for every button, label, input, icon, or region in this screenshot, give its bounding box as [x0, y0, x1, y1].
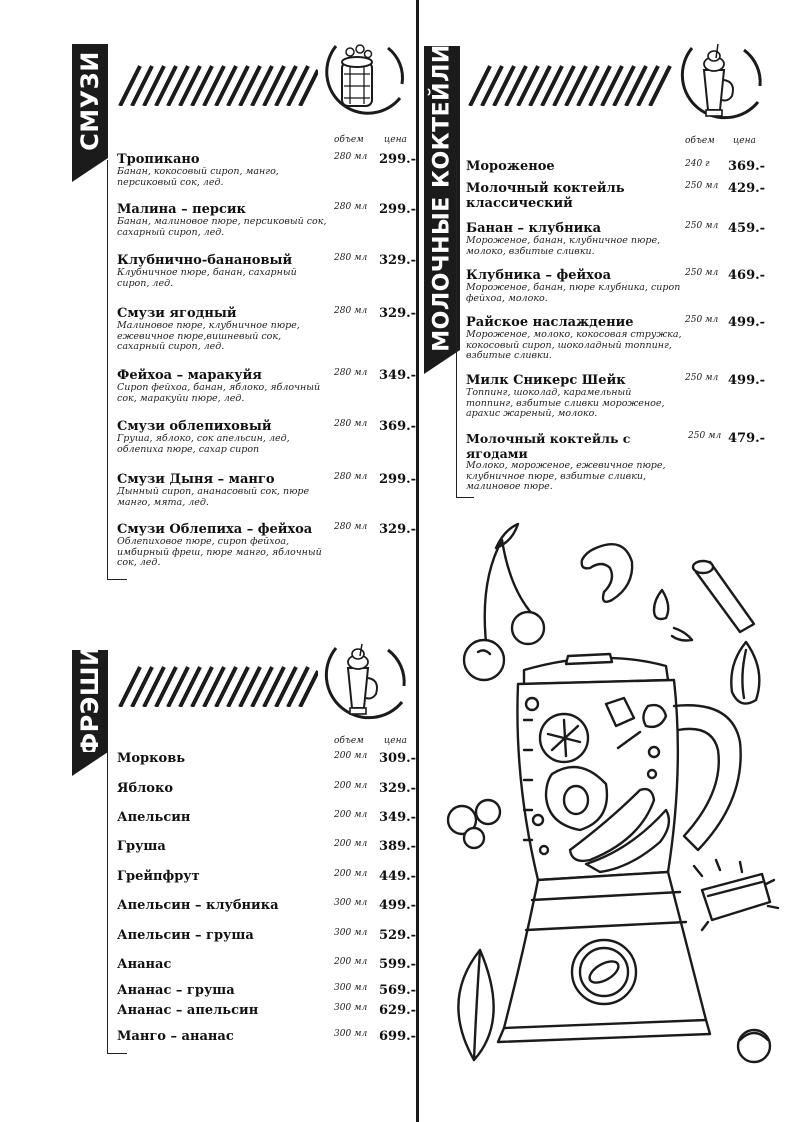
tab-ear-fresh — [72, 752, 108, 776]
item-price: 499.- — [728, 373, 766, 388]
item-name: Молочный коктейль классический — [466, 181, 625, 211]
item-volume: 280 мл — [334, 368, 368, 378]
menu-item-fresh — [117, 898, 279, 913]
item-name: Манго – ананас — [117, 1029, 234, 1044]
item-price: 469.- — [728, 268, 766, 283]
col-volume-smoothie: объем — [334, 135, 364, 145]
item-volume: 200 мл — [334, 839, 368, 849]
item-price: 499.- — [379, 898, 417, 913]
stripes-fresh — [118, 665, 318, 707]
menu-item-milkshake — [466, 315, 684, 362]
menu-item-fresh — [117, 810, 190, 825]
item-desc: Облепиховое пюре, сироп фейхоа, имбирный фреш, пюре манго, яблочный сок, лед. — [117, 536, 322, 568]
menu-item-smoothie — [117, 472, 332, 508]
smoothie-cup-icon — [316, 40, 408, 124]
item-desc: Груша, яблоко, сок апельсин, лед, облепиха пюре, сахар сироп — [117, 433, 290, 455]
item-name: Апельсин – клубника — [117, 898, 279, 913]
item-name: Тропикано — [117, 152, 200, 167]
item-price: 329.- — [379, 253, 417, 268]
item-name: Смузи Дыня – манго — [117, 472, 275, 487]
item-name: Ананас – груша — [117, 983, 235, 998]
item-desc: Молоко, мороженое, ежевичное пюре, клубничное пюре, взбитые сливки, малиновое пюре. — [466, 460, 666, 492]
item-volume: 250 мл — [685, 268, 719, 278]
col-price-fresh: цена — [384, 736, 407, 746]
item-desc: Дынный сироп, ананасовый сок, пюре манго, мята, лед. — [117, 486, 310, 508]
menu-item-fresh — [117, 1003, 258, 1018]
item-desc: Клубничное пюре, банан, сахарный сироп, лед. — [117, 267, 297, 289]
menu-item-fresh — [117, 928, 254, 943]
fresh-glass-icon — [316, 640, 408, 730]
item-volume: 200 мл — [334, 957, 368, 967]
item-desc: Мороженое, молоко, кокосовая стружка, кокосовый сироп, шоколадный топпинг, взбитые сливки. — [466, 329, 682, 361]
section-tab-milkshakes — [424, 46, 460, 350]
item-desc: Банан, кокосовый сироп, манго, персиковый сок, лед. — [117, 166, 279, 188]
item-volume: 250 мл — [688, 431, 722, 441]
item-desc: Мороженое, банан, пюре клубника, сироп фейхоа, молоко. — [466, 282, 681, 304]
item-name: Малина – персик — [117, 202, 246, 217]
item-price: 349.- — [379, 368, 417, 383]
item-volume: 200 мл — [334, 781, 368, 791]
item-price: 329.- — [379, 522, 417, 537]
item-volume: 300 мл — [334, 1029, 368, 1039]
menu-item-milkshake — [466, 159, 684, 174]
col-price-smoothie: цена — [384, 135, 407, 145]
menu-item-fresh — [117, 983, 235, 998]
menu-item-smoothie — [117, 522, 332, 569]
item-price: 569.- — [379, 983, 417, 998]
item-volume: 200 мл — [334, 869, 368, 879]
menu-item-milkshake — [466, 431, 684, 493]
item-volume: 280 мл — [334, 522, 368, 532]
stripes-milkshakes — [468, 64, 676, 106]
item-name: Ананас — [117, 957, 172, 972]
item-price: 459.- — [728, 221, 766, 236]
item-volume: 300 мл — [334, 1003, 368, 1013]
item-volume: 250 мл — [685, 181, 719, 191]
item-name: Милк Сникерс Шейк — [466, 373, 626, 388]
item-name: Груша — [117, 839, 166, 854]
menu-item-smoothie — [117, 368, 332, 404]
menu-item-milkshake — [466, 373, 678, 420]
item-price: 699.- — [379, 1029, 417, 1044]
item-name: Клубника – фейхоа — [466, 268, 611, 283]
section-bracket-smoothie — [107, 160, 127, 580]
item-price: 329.- — [379, 306, 417, 321]
item-desc: Сироп фейхоа, банан, яблоко, яблочный сок, маракуйи пюре, лед. — [117, 382, 321, 404]
section-bracket-fresh — [107, 752, 127, 1054]
item-price: 299.- — [379, 152, 417, 167]
item-name: Молочный коктейль с ягодами — [466, 431, 631, 461]
item-desc: Мороженое, банан, клубничное пюре, молоко, взбитые сливки. — [466, 235, 661, 257]
item-volume: 250 мл — [685, 221, 719, 231]
item-price: 369.- — [379, 419, 417, 434]
item-price: 349.- — [379, 810, 417, 825]
section-title-fresh: ФРЭШИ — [76, 645, 104, 757]
item-name: Грейпфрут — [117, 869, 200, 884]
item-price: 389.- — [379, 839, 417, 854]
item-price: 449.- — [379, 869, 417, 884]
item-desc: Банан, малиновое пюре, персиковый сок, сахарный сироп, лед. — [117, 216, 327, 238]
item-price: 329.- — [379, 781, 417, 796]
item-name: Мороженое — [466, 159, 555, 174]
item-volume: 300 мл — [334, 898, 368, 908]
menu-item-milkshake — [466, 268, 684, 304]
menu-item-smoothie — [117, 202, 332, 238]
menu-item-smoothie — [117, 306, 332, 353]
menu-item-milkshake — [466, 181, 656, 211]
item-name: Смузи ягодный — [117, 306, 237, 321]
item-price: 529.- — [379, 928, 417, 943]
item-volume: 200 мл — [334, 810, 368, 820]
item-volume: 200 мл — [334, 751, 368, 761]
item-volume: 300 мл — [334, 983, 368, 993]
section-bracket-milkshakes — [456, 160, 474, 498]
item-name: Фейхоа – маракуйя — [117, 368, 262, 383]
item-price: 309.- — [379, 751, 417, 766]
menu-item-smoothie — [117, 253, 332, 289]
item-desc: Топпинг, шоколад, карамельный топпинг, взбитые сливки мороженое, арахис жареный, молоко. — [466, 387, 665, 419]
section-tab-fresh — [72, 645, 108, 757]
section-tab-smoothie — [72, 44, 108, 158]
item-volume: 280 мл — [334, 472, 368, 482]
item-volume: 250 мл — [685, 315, 719, 325]
item-name: Райское наслаждение — [466, 315, 634, 330]
menu-item-fresh — [117, 1029, 234, 1044]
tab-ear-milkshakes — [424, 350, 460, 374]
item-name: Морковь — [117, 751, 186, 766]
item-price: 369.- — [728, 159, 766, 174]
item-price: 299.- — [379, 472, 417, 487]
item-volume: 280 мл — [334, 202, 368, 212]
item-price: 299.- — [379, 202, 417, 217]
item-price: 599.- — [379, 957, 417, 972]
col-volume-fresh: объем — [334, 736, 364, 746]
item-name: Смузи Облепиха – фейхоа — [117, 522, 313, 537]
item-volume: 280 мл — [334, 253, 368, 263]
blender-illustration — [440, 520, 785, 1114]
item-price: 429.- — [728, 181, 766, 196]
menu-item-smoothie — [117, 419, 332, 455]
item-volume: 280 мл — [334, 306, 368, 316]
stripes-smoothie — [118, 64, 318, 106]
page-divider — [416, 0, 419, 1122]
item-name: Яблоко — [117, 781, 174, 796]
tab-ear-smoothie — [72, 158, 108, 182]
item-desc: Малиновое пюре, клубничное пюре, ежевичное пюре,вишневый сок, сахарный сироп, лед. — [117, 320, 300, 352]
item-price: 499.- — [728, 315, 766, 330]
col-price-milkshakes: цена — [733, 136, 756, 146]
item-volume: 240 г — [685, 159, 710, 169]
milkshake-glass-icon — [672, 40, 764, 130]
col-volume-milkshakes: объем — [685, 136, 715, 146]
item-price: 629.- — [379, 1003, 417, 1018]
menu-item-fresh — [117, 869, 200, 884]
item-name: Смузи облепиховый — [117, 419, 272, 434]
item-name: Ананас – апельсин — [117, 1003, 259, 1018]
menu-item-smoothie — [117, 152, 332, 188]
menu-item-fresh — [117, 751, 185, 766]
section-title-milkshakes: МОЛОЧНЫЕ КОКТЕЙЛИ — [429, 44, 455, 352]
item-volume: 280 мл — [334, 152, 368, 162]
item-volume: 300 мл — [334, 928, 368, 938]
item-volume: 280 мл — [334, 419, 368, 429]
item-volume: 250 мл — [685, 373, 719, 383]
menu-item-milkshake — [466, 221, 684, 257]
item-name: Апельсин — [117, 810, 191, 825]
item-price: 479.- — [728, 431, 766, 446]
item-name: Банан – клубника — [466, 221, 602, 236]
item-name: Апельсин – груша — [117, 928, 254, 943]
item-name: Клубнично-банановый — [117, 253, 293, 268]
section-title-smoothie: СМУЗИ — [76, 51, 104, 151]
